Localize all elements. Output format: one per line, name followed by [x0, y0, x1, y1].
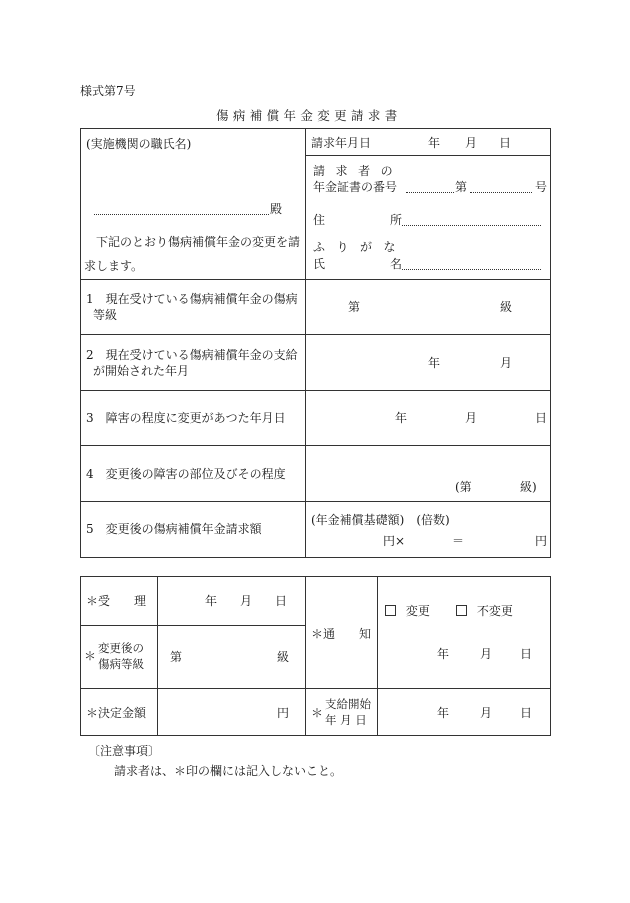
row4-label: 4 変更後の障害の部位及びその程度: [86, 467, 286, 481]
cert-number-field-1[interactable]: [406, 192, 454, 193]
row1-label-line1: 1 現在受けている傷病補償年金の傷病: [86, 292, 298, 306]
form-title: 傷病補償年金変更請求書: [216, 108, 402, 123]
notice-label: ＊通 知: [311, 627, 372, 641]
no-change-label: 不変更: [476, 604, 513, 618]
name-field[interactable]: [402, 269, 541, 270]
request-date-day: 日: [499, 136, 512, 150]
start-day: 日: [520, 706, 533, 720]
notes-text: 請求者は、＊印の欄には記入しないこと。: [114, 764, 343, 778]
grade-kyu: 級: [277, 650, 290, 664]
cert-label-line2: 年金証書の番号: [313, 180, 398, 194]
cert-number-field-2[interactable]: [470, 192, 532, 193]
change-option[interactable]: [385, 604, 430, 618]
row1-kyu: 級: [500, 300, 513, 314]
decision-label: ＊決定金額: [86, 706, 147, 720]
address-label-1: 住: [313, 213, 326, 227]
name-label-2: 名: [390, 257, 403, 271]
addressee-field[interactable]: [94, 214, 269, 215]
cert-dai: 第: [455, 180, 468, 194]
honorific: 殿: [270, 202, 283, 216]
row1-label-line2: 等級: [93, 308, 118, 322]
notice-day: 日: [520, 647, 533, 661]
no-change-checkbox-icon[interactable]: [456, 605, 467, 616]
change-label: 変更: [405, 604, 430, 618]
grade-label-line2: 傷病等級: [98, 657, 144, 671]
request-date-label: 請求年月日: [311, 136, 372, 150]
request-date-year: 年: [428, 136, 441, 150]
cert-label-line1: 請 求 者 の: [313, 164, 396, 178]
row3-day: 日: [535, 411, 548, 425]
no-change-option[interactable]: [456, 604, 513, 618]
receipt-day: 日: [275, 594, 288, 608]
grade-label-line1: 変更後の: [98, 641, 144, 655]
row3-year: 年: [395, 411, 408, 425]
notice-year: 年: [437, 647, 450, 661]
notes-header: 〔注意事項〕: [88, 744, 161, 758]
name-label-1: 氏: [313, 257, 326, 271]
request-text-line2: 求します。: [84, 259, 144, 273]
row2-year: 年: [428, 356, 441, 370]
addressee-label: (実施機関の職氏名): [86, 137, 192, 151]
row2-month: 月: [500, 356, 513, 370]
row2-label-line2: が開始された年月: [93, 364, 190, 378]
request-date-month: 月: [465, 136, 478, 150]
row5-eq: ＝: [452, 534, 465, 548]
grade-dai: 第: [170, 650, 183, 664]
cert-go: 号: [535, 180, 548, 194]
furigana-label: ふ り が な: [313, 240, 400, 254]
grade-star: ＊: [84, 649, 97, 663]
row5-yen-x: 円×: [383, 534, 406, 548]
receipt-year: 年: [205, 594, 218, 608]
row4-open: (第: [455, 480, 472, 494]
row5-yen: 円: [535, 534, 548, 548]
form-number: 様式第7号: [80, 84, 136, 98]
start-label-line2: 年 月 日: [325, 713, 367, 727]
change-checkbox-icon[interactable]: [385, 605, 396, 616]
receipt-label: ＊受 理: [86, 594, 147, 608]
row3-month: 月: [465, 411, 478, 425]
row1-dai: 第: [348, 300, 361, 314]
address-label-2: 所: [390, 213, 403, 227]
row3-label: 3 障害の程度に変更があつた年月日: [86, 411, 286, 425]
request-text-line1: 下記のとおり傷病補償年金の変更を請: [96, 235, 301, 249]
notice-month: 月: [480, 647, 493, 661]
start-label-line1: 支給開始: [325, 697, 371, 711]
decision-yen: 円: [277, 706, 290, 720]
receipt-month: 月: [240, 594, 253, 608]
row4-close: 級): [520, 480, 537, 494]
start-month: 月: [480, 706, 493, 720]
row5-header: (年金補償基礎額) (倍数): [311, 513, 450, 527]
address-field[interactable]: [402, 225, 541, 226]
row2-label-line1: 2 現在受けている傷病補償年金の支給: [86, 348, 298, 362]
row5-label: 5 変更後の傷病補償年金請求額: [86, 522, 262, 536]
start-star: ＊: [311, 706, 324, 720]
start-year: 年: [437, 706, 450, 720]
